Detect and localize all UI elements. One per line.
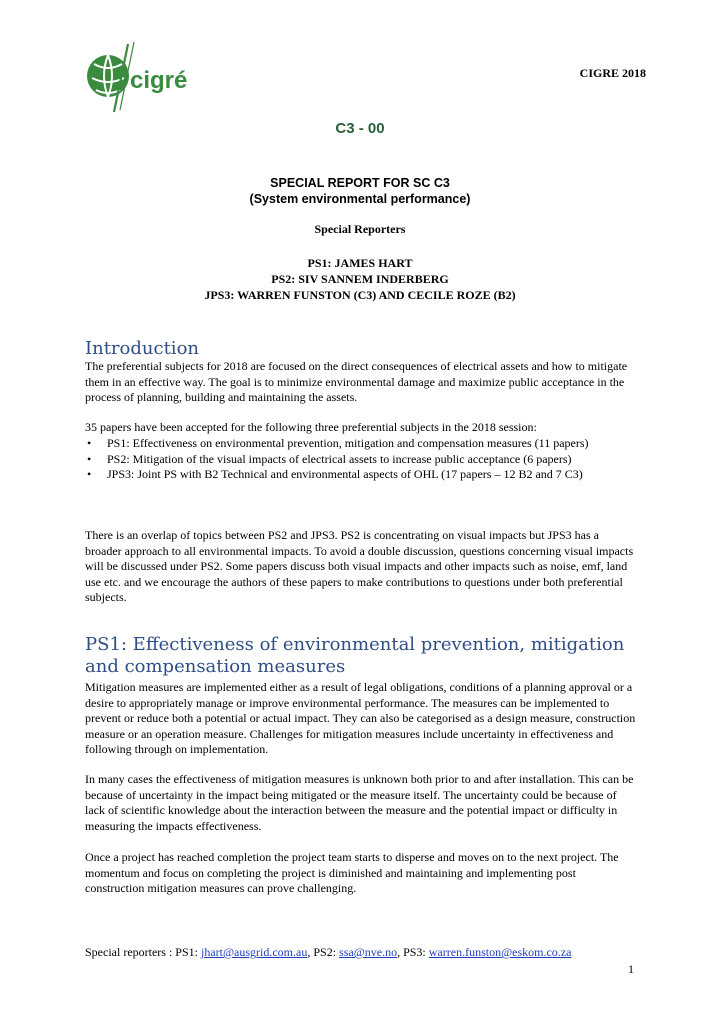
footer-separator: , PS2: [307, 945, 340, 959]
footer-reporters [85, 945, 645, 960]
logo-wordmark: cigré [130, 67, 188, 94]
reporter-jps3: JPS3: WARREN FUNSTON (C3) AND CECILE ROZE (B2) [204, 288, 516, 302]
page-number: 1 [628, 962, 634, 976]
cigre-logo [84, 38, 194, 116]
email-link-ps1[interactable]: jhart@ausgrid.com.au [200, 945, 308, 959]
intro-paragraph-3: There is an overlap of topics between PS2 and JPS3. PS2 is concentrating on visual impacts but JPS3 has a broader approach to all environmental impacts. To avoid a double discussion, questions concerning visual impacts will be discussed under PS2. Some papers discuss both visual impacts and other impacts such as noise, emf, land use etc. and we encourage the authors of these papers to make contributions to questions under both preferential subjects. [85, 528, 634, 605]
introduction-heading: Introduction [85, 338, 199, 359]
conference-label: CIGRE 2018 [579, 66, 646, 80]
report-subtitle: (System environmental performance) [249, 192, 471, 206]
email-link-ps3[interactable]: warren.funston@eskom.co.za [428, 945, 572, 959]
globe-icon [87, 55, 129, 97]
special-reporters-heading: Special Reporters [314, 222, 406, 236]
report-title: SPECIAL REPORT FOR SC C3 [270, 176, 450, 190]
list-item: • PS2: Mitigation of the visual impacts of electrical assets to increase public acceptance (6 papers) [85, 452, 637, 468]
intro-paragraph-1: The preferential subjects for 2018 are focused on the direct consequences of electrical assets and how to mitigate them in an effective way. The goal is to minimize environmental damage and maximize public acceptance in the process of planning, building and maintaining the assets. [85, 359, 628, 405]
document-number: C3 - 00 [335, 120, 385, 137]
ps1-paragraph-3: Once a project has reached completion the project team starts to disperse and moves on to the next project. The momentum and focus on completing the project is diminished and maintaining and implementing post construction mitigation measures can prove challenging. [85, 850, 619, 896]
footer-separator: , PS3: [397, 945, 429, 959]
ps1-paragraph-1: Mitigation measures are implemented either as a result of legal obligations, conditions of a planning approval or a desire to appropriately manage or improve environmental performance. The measures can be implemented to prevent or reduce both a potential or actual impact. They can also be categorised as a design measure, construction measure or an operation measure. Challenges for mitigation measures include uncertainty in effectiveness and following through on implementation. [85, 680, 636, 757]
ps1-paragraph-2: In many cases the effectiveness of mitigation measures is unknown both prior to and after installation. This can be because of uncertainty in the impact being mitigated or the measure itself. The uncertainty could be because of lack of scientific knowledge about the interaction between the measure and the potential impact or difficulty in measuring the impacts effectiveness. [85, 772, 634, 833]
footer-prefix: Special reporters : PS1: [85, 945, 201, 959]
ps1-heading: PS1: Effectiveness of environmental prevention, mitigation and compensation measures [85, 634, 625, 677]
reporter-ps2: PS2: SIV SANNEM INDERBERG [271, 272, 449, 286]
preferential-subjects-list [85, 436, 637, 483]
email-link-ps2[interactable]: ssa@nve.no [339, 945, 398, 959]
list-item: • PS1: Effectiveness on environmental prevention, mitigation and compensation measures (11 papers) [85, 436, 637, 452]
reporter-ps1: PS1: JAMES HART [307, 256, 413, 270]
intro-paragraph-2: 35 papers have been accepted for the following three preferential subjects in the 2018 session: [85, 420, 537, 434]
list-item: • JPS3: Joint PS with B2 Technical and environmental aspects of OHL (17 papers – 12 B2 and 7 C3) [85, 467, 637, 483]
